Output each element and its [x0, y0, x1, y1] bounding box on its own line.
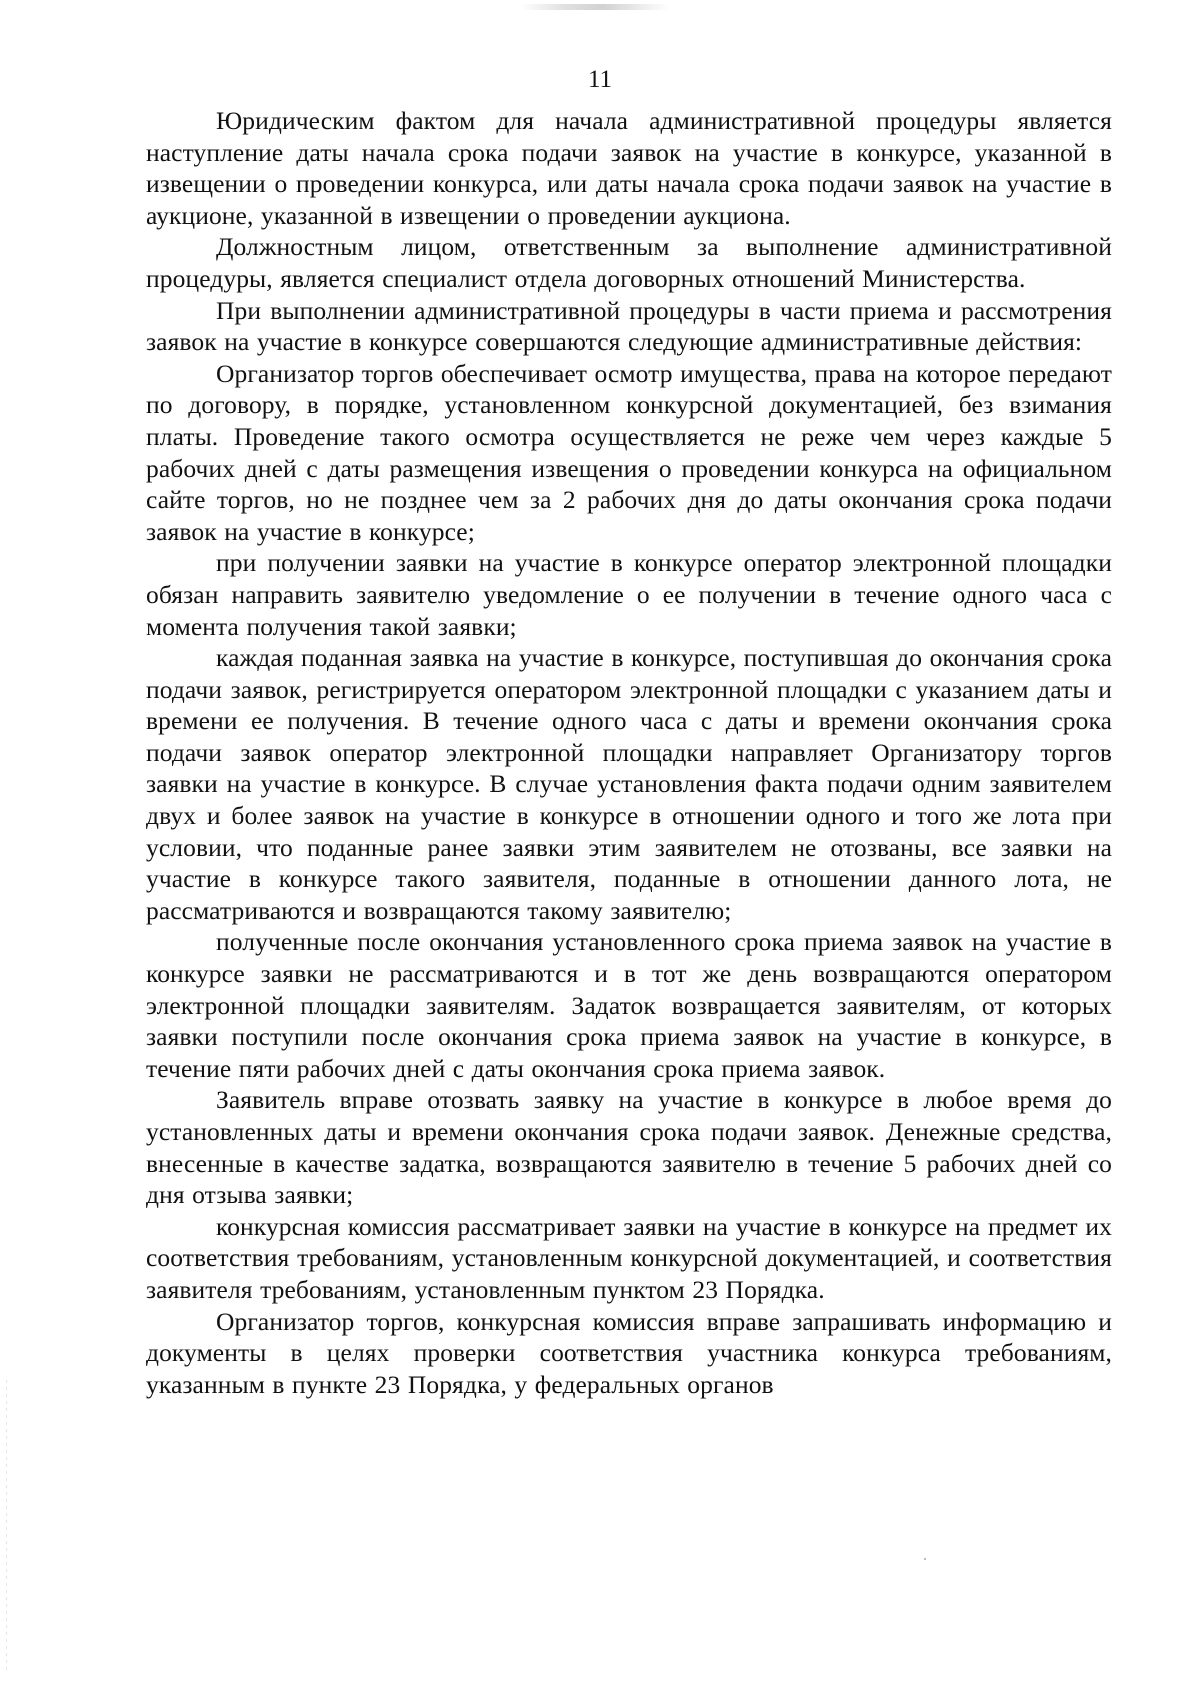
scan-artifact — [520, 4, 670, 10]
paragraph-responsible-official: Должностным лицом, ответственным за выполнение административной процедуры, является специалист отдела договорных отношений Министерства. — [146, 232, 1112, 293]
paragraph-commission-review: конкурсная комиссия рассматривает заявки на участие в конкурсе на предмет их соответствия требованиям, установленным конкурсной документацией, и соответствия заявителя требованиям, установленным пунктом 23 Порядка. — [146, 1211, 1112, 1304]
paragraph-application-withdrawal: Заявитель вправе отозвать заявку на участие в конкурсе в любое время до установленных даты и времени окончания срока подачи заявок. Денежные средства, внесенные в качестве задатка, возвращаются заявителю в течение 5 рабочих дней со дня отзыва заявки; — [146, 1085, 1112, 1210]
scan-speck — [924, 1558, 926, 1560]
paragraph-property-inspection: Организатор торгов обеспечивает осмотр имущества, права на которое передают по договору, в порядке, установленном конкурсной документацией, без взимания платы. Проведение такого осмотра осуществляется не реже чем через каждые 5 рабочих дней с даты размещения извещения о проведении конкурса на официальном сайте торгов, но не позднее чем за 2 рабочих дня до даты окончания срока подачи заявок на участие в конкурсе; — [146, 358, 1112, 546]
paragraph-late-applications: полученные после окончания установленного срока приема заявок на участие в конкурсе заявки не рассматриваются и в тот же день возвращаются оператором электронной площадки заявителям. Задаток возвращается заявителям, от которых заявки поступили после окончания срока приема заявок на участие в конкурсе, в течение пяти рабочих дней с даты окончания срока приема заявок. — [146, 927, 1112, 1083]
paragraph-procedure-actions: При выполнении административной процедуры в части приема и рассмотрения заявок на участие в конкурсе совершаются следующие административные действия: — [146, 295, 1112, 357]
paragraph-legal-fact: Юридическим фактом для начала административной процедуры является наступление даты начала срока подачи заявок на участие в конкурсе, указанной в извещении о проведении конкурса, или даты начала срока подачи заявок на участие в аукционе, указанной в извещении о проведении аукциона. — [146, 106, 1112, 230]
document-body — [146, 105, 1112, 1400]
paragraph-application-notice: при получении заявки на участие в конкурсе оператор электронной площадки обязан направить заявителю уведомление о ее получении в течение одного часа с момента получения такой заявки; — [146, 548, 1112, 641]
page-number: 11 — [587, 66, 613, 93]
paragraph-information-request: Организатор торгов, конкурсная комиссия вправе запрашивать информацию и документы в целях проверки соответствия участника конкурса требованиям, указанным в пункте 23 Порядка, у федеральных органов — [146, 1306, 1112, 1399]
scan-edge-artifact — [6, 1380, 7, 1670]
paragraph-application-registration: каждая поданная заявка на участие в конкурсе, поступившая до окончания срока подачи заявок, регистрируется оператором электронной площадки с указанием даты и времени ее получения. В течение одного часа с даты и времени окончания срока подачи заявок оператор электронной площадки направляет Организатору торгов заявки на участие в конкурсе. В случае установления факта подачи одним заявителем двух и более заявок на участие в конкурсе в отношении одного и того же лота при условии, что поданные ранее заявки этим заявителем не отозваны, все заявки на участие в конкурсе такого заявителя, поданные в отношении данного лота, не рассматриваются и возвращаются такому заявителю; — [146, 643, 1112, 925]
